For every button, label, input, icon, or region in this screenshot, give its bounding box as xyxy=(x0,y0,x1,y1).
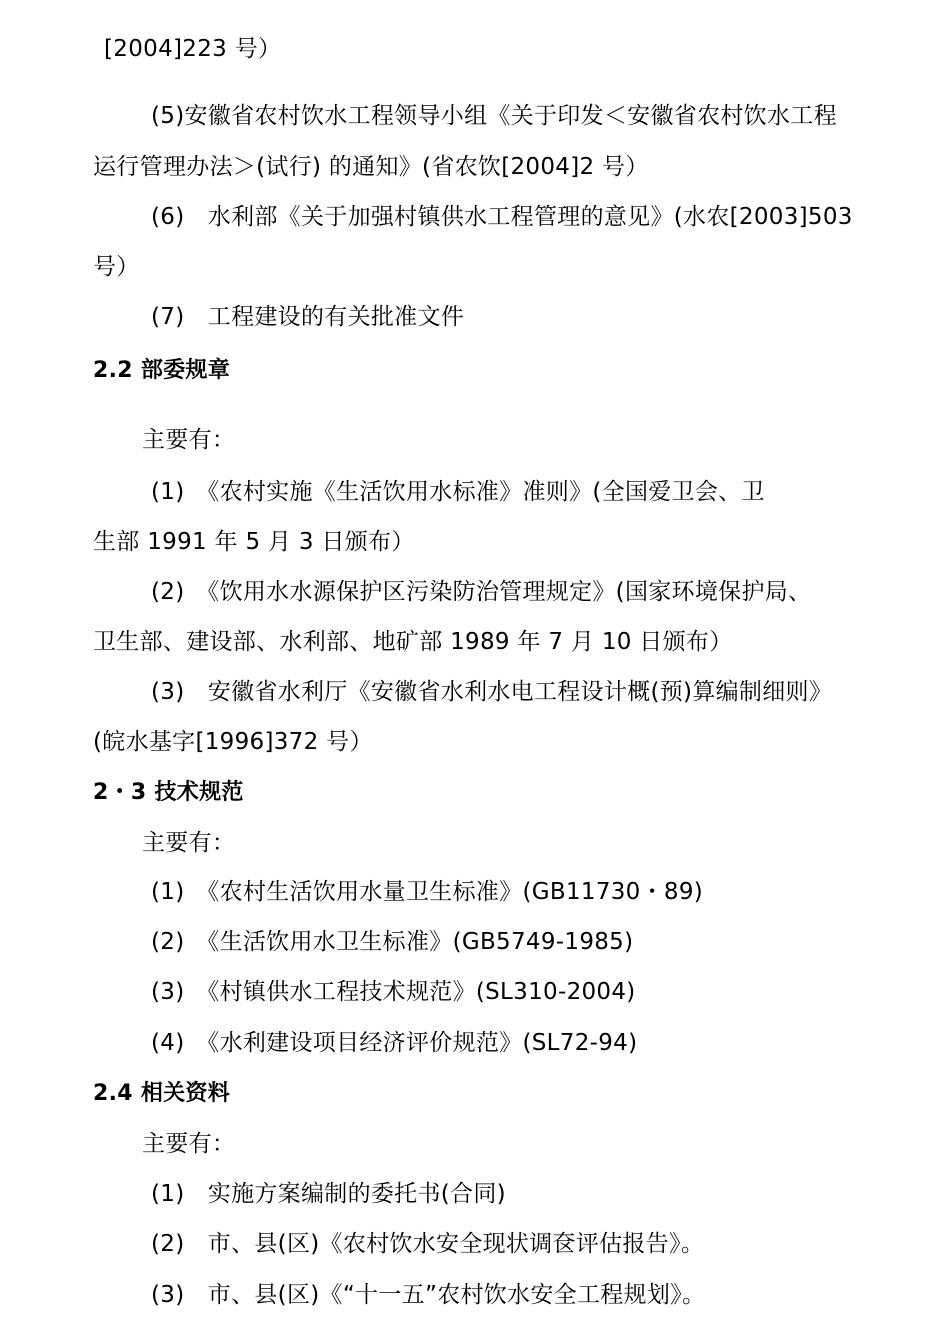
spec-item-4: (4) 《水利建设项目经济评价规范》(SL72-94) xyxy=(151,1030,638,1056)
intro-main-items: 主要有： xyxy=(142,1131,236,1157)
item-7-line: (7) 工程建设的有关批准文件 xyxy=(151,304,465,330)
spec-item-1: (1) 《农村生活饮用水量卫生标准》(GB11730・89) xyxy=(151,879,704,905)
item-6-line-2: 号） xyxy=(93,254,140,280)
section-heading-2-4: 2.4 相关资料 xyxy=(93,1081,231,1106)
item-6-line-1: (6) 水利部《关于加强村镇供水工程管理的意见》(水农[2003]503 xyxy=(151,204,853,230)
intro-main-items: 主要有： xyxy=(142,427,236,453)
spec-item-2: (2) 《生活饮用水卫生标准》(GB5749-1985) xyxy=(151,929,634,955)
section-heading-2-3: 2・3 技术规范 xyxy=(93,780,244,805)
spec-item-3: (3) 《村镇供水工程技术规范》(SL310-2004) xyxy=(151,979,636,1005)
ref-continuation-line: [2004]223 号） xyxy=(104,36,282,62)
rule-item-3-line-1: (3) 安徽省水利厅《安徽省水利水电工程设计概(预)算编制细则》 xyxy=(151,679,833,705)
item-5-line-1: (5)安徽省农村饮水工程领导小组《关于印发＜安徽省农村饮水工程 xyxy=(151,103,837,129)
rule-item-3-line-2: (皖水基字[1996]372 号） xyxy=(93,729,373,755)
rule-item-2-line-2: 卫生部、建设部、水利部、地矿部 1989 年 7 月 10 日颁布） xyxy=(93,629,733,655)
material-item-3: (3) 市、县(区)《“十一五”农村饮水安全工程规划》。 xyxy=(151,1282,706,1308)
material-item-2: (2) 市、县(区)《农村饮水安全现状调奁评估报告》。 xyxy=(151,1231,705,1257)
intro-main-items: 主要有： xyxy=(142,830,236,856)
rule-item-1-line-1: (1) 《农村实施《生活饮用水标准》准则》(全国爱卫会、卫 xyxy=(151,479,765,505)
rule-item-2-line-1: (2) 《饮用水水源保护区污染防治管理规定》(国家环境保护局、 xyxy=(151,579,812,605)
item-5-line-2: 运行管理办法＞(试行) 的通知》(省农饮[2004]2 号） xyxy=(93,154,649,180)
section-heading-2-2: 2.2 部委规章 xyxy=(93,358,231,383)
material-item-1: (1) 实施方案编制的委托书(合同) xyxy=(151,1181,506,1207)
rule-item-1-line-2: 生部 1991 年 5 月 3 日颁布） xyxy=(93,529,415,555)
